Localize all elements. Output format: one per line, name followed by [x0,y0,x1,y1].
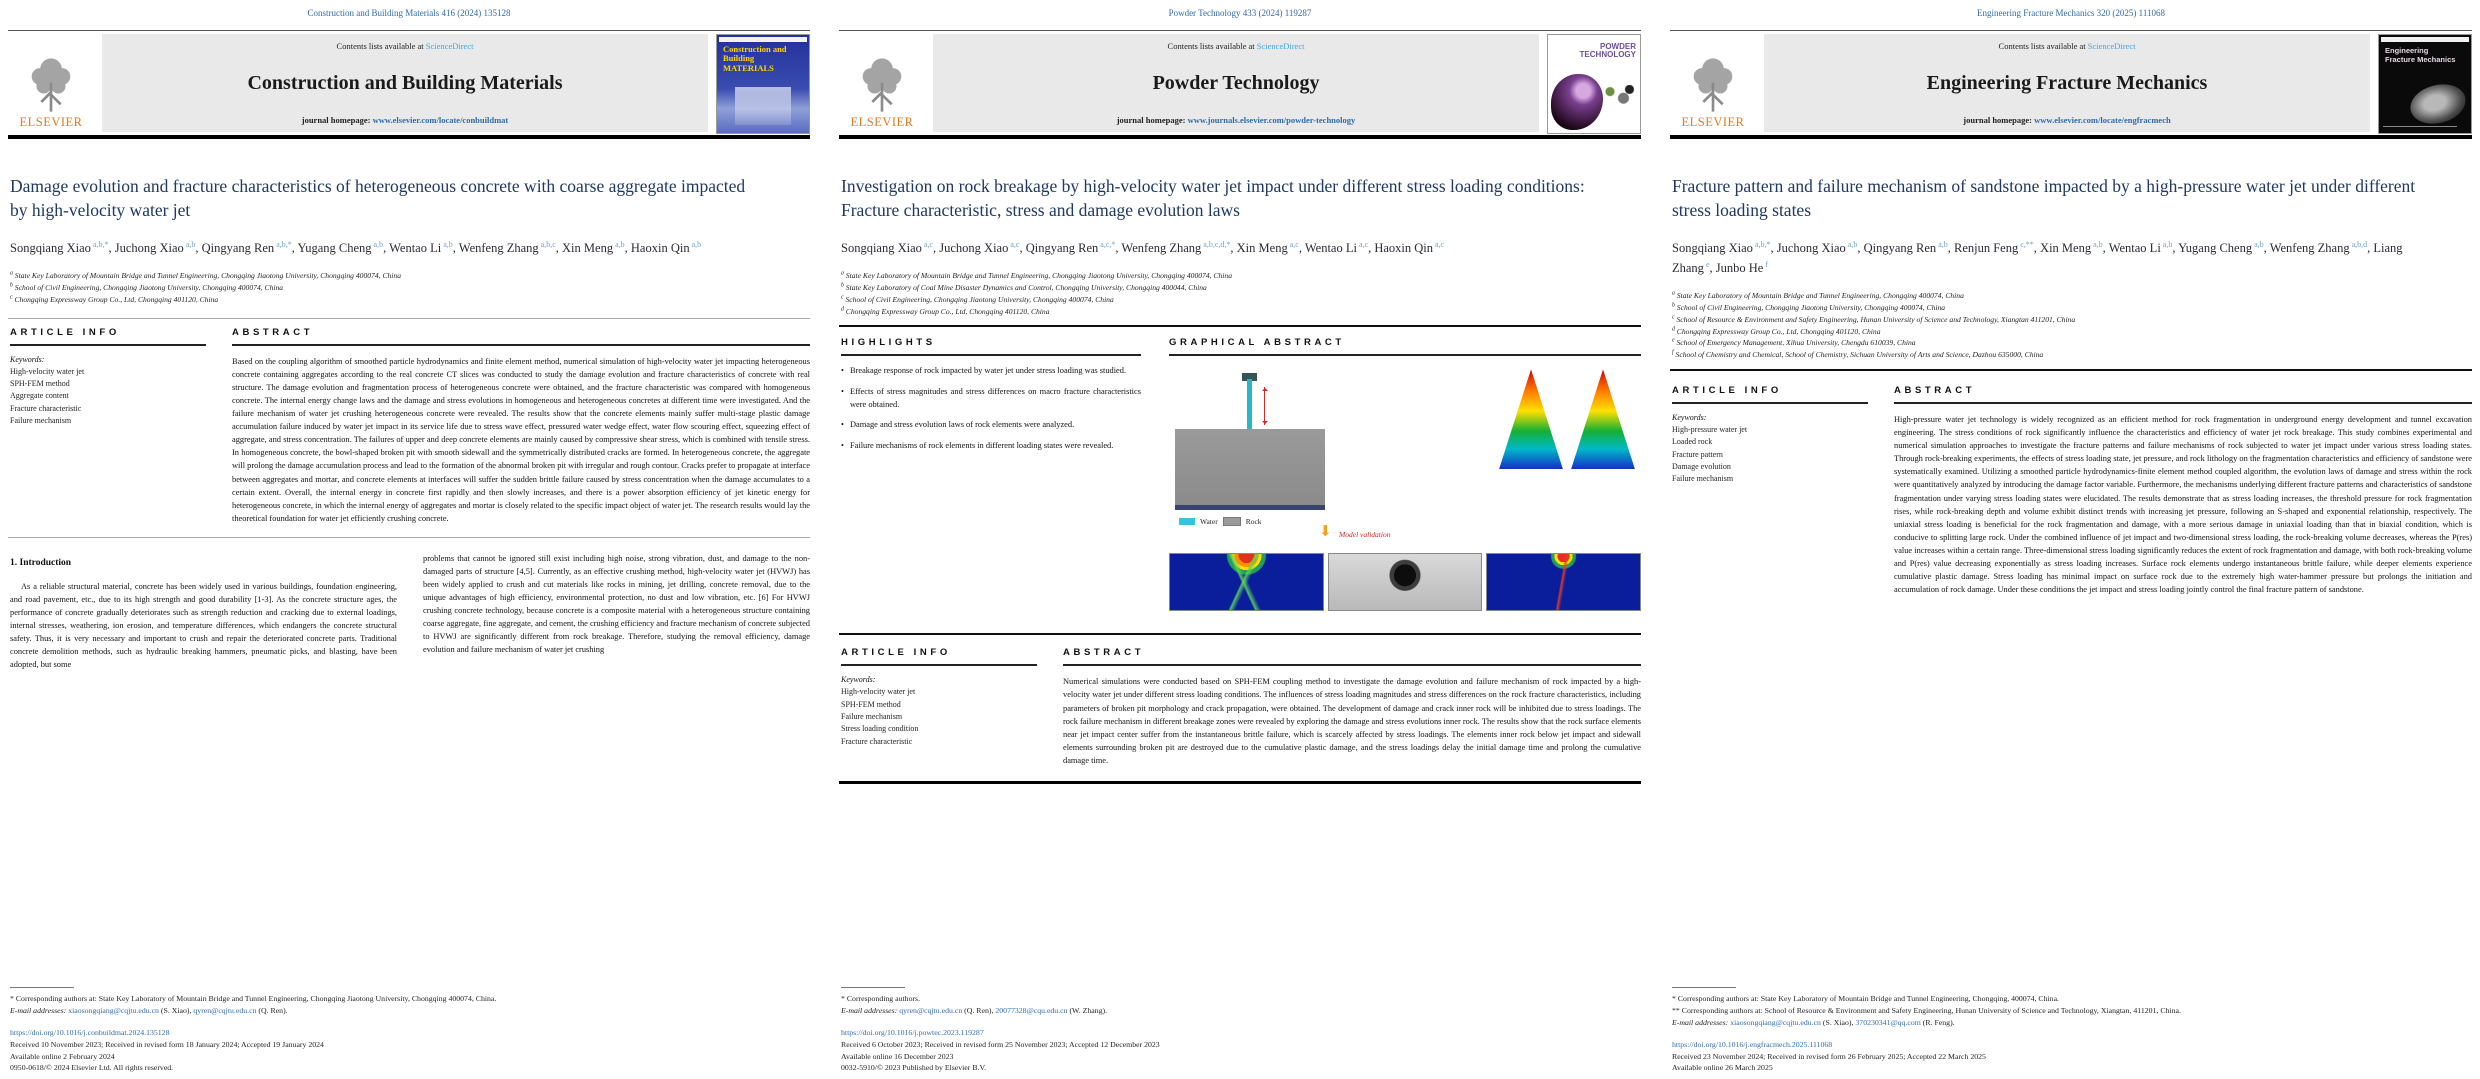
footnote-rule [841,987,905,988]
affiliation-list [1672,290,2460,361]
abstract-heading: ABSTRACT [1894,384,1976,396]
journal-title: Engineering Fracture Mechanics [1926,71,2208,94]
contents-text: Contents lists available at [1998,41,2086,51]
simulation-thumbnail [1169,553,1324,611]
author-affiliation-sup: a,b [371,240,384,250]
affiliation: $^d$ Chongqing Expressway Group Co., Ltd, Chongqing 401120, China [1672,326,1881,336]
email-link[interactable]: 370230341@qq.com [1855,1017,1921,1027]
page-footer [1672,987,2470,1074]
section-divider [8,537,810,538]
heading-rule [841,354,1141,356]
rock-swatch [1223,517,1241,526]
author-name: Haoxin Qin [1374,241,1433,256]
elsevier-wordmark: ELSEVIER [19,115,83,129]
journal-cover-thumbnail [2378,34,2472,134]
highlights-graphical-section [841,337,1641,625]
author-name: Songqiang Xiao [841,241,922,256]
author-name: Qingyang Ren [201,241,275,256]
cover-artwork [1551,74,1603,130]
footnote-text: (Q. Ren). [256,1006,288,1016]
author-list: Songqiang Xiao $^{a,c}$, Juchong Xiao $^{a,c}$, Qingyang Ren $^{a,c,*}$, Wenfeng Zhang $^{a,b,c,d,*}$, Xin Meng $^{a,c}$, Wentao Li $^{a,c}$, Haoxin Qin $^{a,c}$ [841,240,1445,256]
author-affiliation-sup: a,c,* [1098,240,1116,250]
elsevier-logo [8,34,94,132]
heading-rule [841,664,1037,666]
keywords-list [1672,424,1868,486]
keyword-item: Loaded rock [1672,437,1713,447]
author-name: Yugang Cheng [297,241,372,256]
author-name: Xin Meng [562,241,614,256]
author-affiliation-sup: a,b [613,240,625,250]
affiliation: $^d$ Chongqing Expressway Group Co., Ltd, Chongqing 401120, China [841,306,1050,316]
footnote-text: (Q. Ren), [962,1006,996,1016]
highlight-item: • Breakage response of rock impacted by water jet under stress loading was studied. [841,365,1141,378]
graphical-abstract-heading: GRAPHICAL ABSTRACT [1169,337,1345,349]
cover-topbar [719,37,807,42]
article-info-heading: ARTICLE INFO [841,647,951,659]
elsevier-tree-icon [1687,56,1739,114]
author-name: Songqiang Xiao [10,241,91,256]
header-divider [8,135,810,139]
jet-dimension-arrow [1264,387,1265,425]
author-list: Songqiang Xiao $^{a,b,*}$, Juchong Xiao $^{a,b}$, Qingyang Ren $^{a,b}$, Renjun Feng $^{c,**}$, Xin Meng $^{a,b}$, Wentao Li $^{a,b}$, Yugang Cheng $^{a,b}$, Wenfeng Zhang $^{a,b,d}$, Liang Zhang $^e$, Junbo He $^f$ [1672,240,2403,276]
author-affiliation-sup: a,c [1008,240,1020,250]
cover-artwork [1604,85,1634,107]
article-info-heading: ARTICLE INFO [1672,384,1782,396]
author-name: Wenfeng Zhang [2269,241,2350,256]
header-divider [1670,135,2472,139]
affiliation: $^a$ State Key Laboratory of Mountain Bridge and Tunnel Engineering, Chongqing 400074, China [1672,290,1964,301]
article-info-heading: ARTICLE INFO [10,326,120,338]
cover-title: POWDER TECHNOLOGY [1579,42,1636,60]
keyword-item: Stress loading condition [841,724,919,734]
contents-line [937,41,1535,51]
elsevier-logo [839,34,925,132]
journal-cover-thumbnail [716,34,810,134]
paper-page-1 [0,0,818,1079]
affiliation: $^b$ School of Civil Engineering, Chongqing Jiaotong University, Chongqing 400074, China [1672,302,1946,313]
article-title: Fracture pattern and failure mechanism of sandstone impacted by a high-pressure water jet under different stress loading states [1672,176,2416,220]
doi-link[interactable]: https://doi.org/10.1016/j.engfracmech.2025.111068 [1672,1039,1833,1049]
article-info-column [841,647,1037,767]
journal-title: Construction and Building Materials [247,71,563,94]
footnote-rule [10,987,74,988]
author-affiliation-sup: a,c [1356,240,1369,250]
homepage-line [106,115,704,125]
elsevier-wordmark: ELSEVIER [850,115,914,129]
homepage-label: journal homepage: [1963,115,2032,125]
author-name: Wenfeng Zhang [458,241,539,256]
author-name: Wentao Li [1304,241,1357,256]
footnote-line [1672,1017,2470,1029]
author-name: Qingyang Ren [1863,241,1937,256]
footnote-text: (S. Xiao), [1820,1017,1856,1027]
footnote-text: * Corresponding authors at: State Key Laboratory of Mountain Bridge and Tunnel Engineering, Chongqing Jiaotong University, Chongqing 400074, China. [10,994,497,1004]
highlights-heading: HIGHLIGHTS [841,337,936,349]
footnote-text: E-mail addresses: [10,1006,69,1016]
section-divider [839,633,1641,635]
author-name: Junbo He [1715,261,1764,276]
author-name: Wentao Li [389,241,442,256]
journal-banner [933,34,1539,132]
journal-title: Powder Technology [1152,71,1320,94]
result-thumbnails [1169,553,1641,611]
affiliation-list [841,270,1629,317]
footnote-text: ** Corresponding authors at: School of Resource & Environment and Safety Engineering, Hunan University of Science and Technology, Xiangtan, 411201, China. [1672,1005,2181,1015]
keywords-label: Keywords: [841,675,876,685]
author-name: Juchong Xiao [939,241,1009,256]
author-affiliation-sup: a,b,c,d,* [1201,240,1231,250]
author-name: Xin Meng [1236,241,1288,256]
footnote-text: E-mail addresses: [1672,1017,1731,1027]
section-divider [1670,369,2472,371]
info-abstract-section [1672,385,2472,597]
footnote-text: E-mail addresses: [841,1006,900,1016]
rock-label: Rock [1245,517,1262,527]
author-affiliation-sup: a,b [183,240,196,250]
author-affiliation-sup: a,b,c [538,240,556,250]
footnote-line [1672,1005,2470,1017]
elsevier-wordmark: ELSEVIER [1681,115,1745,129]
abstract-column [232,327,810,525]
affiliation-list [10,270,798,305]
intro-text: As a reliable structural material, concrete has been widely used in various buildings, foundation engineering, and road pavement, etc., due to its high strength and good durability [1-3]. As the concrete structure ages, the performance of concrete gradually deteriorates such as strength reduction and cracking due to external loadings, internal stresses, weathering, ion erosion, and temperature differences, which endangers the concrete structural safety. Thus, it is very necessary and important to crush and repair the deteriorated concrete parts. Traditional concrete demolition methods, such as hydraulic breaking hammers, pneumatic picks, and blasting, have been adopted, but some [10,581,397,670]
email-link[interactable]: 20077328@cqu.edu.cn [995,1006,1068,1016]
page-footer [10,987,808,1074]
info-abstract-section [10,327,810,525]
footnote-text: (W. Zhang). [1067,1006,1108,1016]
sciencedirect-link[interactable]: ScienceDirect [1256,41,1305,51]
highlights-list [841,365,1141,452]
intro-text: problems that cannot be ignored still exist including high noise, strong vibration, dust, and damage to the non-damaged parts of structure [4,5]. Currently, as an effective crushing method, high-velocity water jet (HVWJ) has been widely applied to crush and cut materials like rocks in mining, jet drilling, concrete removal, due to the unique advantages of high efficiency, environmental protection, no dust and low vibration, etc. [6] For HVWJ crushing concrete technology, because concrete is a composite material with a heterogeneous structure containing coarse aggregate, fine aggregate, and cement, the crushing efficiency and fracture mechanism of concrete subjected to HVWJ are significantly different from rock breakage. Therefore, studying the removal efficiency, damage evolution and failure mechanism of water jet crushing [423,553,810,655]
keywords-list [10,366,206,428]
homepage-link[interactable]: www.elsevier.com/locate/conbuildmat [372,115,509,125]
author-affiliation-sup: f [1763,260,1768,270]
intro-left-column [10,552,397,814]
introduction-section [10,552,810,814]
article-title: Damage evolution and fracture characteristics of heterogeneous concrete with coarse aggregate impacted by high-velocity water jet [10,176,746,220]
issn-line: 0950-0618/© 2024 Elsevier Ltd. All rights reserved. [10,1063,174,1073]
page-footer [841,987,1639,1074]
author-name: Renjun Feng [1954,241,2019,256]
homepage-link[interactable]: www.elsevier.com/locate/engfracmech [2034,115,2171,125]
abstract-heading: ABSTRACT [232,326,314,338]
heading-rule [1672,402,1868,404]
paper-page-3 [1662,0,2480,1079]
author-affiliation-sup: a,b [2160,240,2173,250]
abstract-column [1063,647,1641,767]
author-affiliation-sup: a,b,d [2349,240,2368,250]
contents-line [1768,41,2366,51]
ct-image-thumbnail [1328,553,1483,611]
journal-banner [102,34,708,132]
simulation-thumbnail [1486,553,1641,611]
elsevier-tree-icon [25,56,77,114]
author-affiliation-sup: a,b [689,240,702,250]
homepage-line [937,115,1535,125]
author-affiliation-sup: a,b [1936,240,1948,250]
footnote-text: (S. Xiao), [158,1006,194,1016]
heading-rule [10,344,206,346]
water-label: Water [1200,517,1218,527]
affiliation: $^c$ School of Resource & Environment and Safety Engineering, Hunan University of Science and Technology, Xiangtan 411201, China [1672,314,2076,324]
cover-artwork [735,87,791,125]
keywords-label: Keywords: [1672,412,1707,422]
section-end-rule [839,781,1641,784]
affiliation: $^b$ School of Civil Engineering, Chongqing Jiaotong University, Chongqing 400074, China [10,282,284,293]
author-affiliation-sup: a,b,* [274,240,292,250]
author-affiliation-sup: c,** [2018,240,2034,250]
article-title: Investigation on rock breakage by high-velocity water jet impact under different stress loading conditions: Fracture characteristic, stress and damage evolution laws [841,176,1585,220]
highlight-item: • Failure mechanisms of rock elements in different loading states were revealed. [841,440,1141,453]
article-info-column [10,327,206,525]
affiliation: $^a$ State Key Laboratory of Mountain Bridge and Tunnel Engineering, Chongqing Jiaotong University, Chongqing 400074, China [10,270,402,281]
author-name: Liang Zhang [1672,241,2403,276]
author-name: Xin Meng [2040,241,2092,256]
available-line: Available online 16 December 2023 [841,1051,954,1061]
rock-block-graphic [1175,429,1325,510]
keywords-list [841,686,1037,748]
highlight-item: • Damage and stress evolution laws of rock elements were analyzed. [841,419,1141,432]
author-name: Wentao Li [2108,241,2161,256]
paper-page-2 [831,0,1649,1079]
stress-contour-plot [1571,369,1635,469]
footnote-lines [1672,993,2470,1029]
cover-artwork [2383,126,2457,127]
doi-link[interactable]: https://doi.org/10.1016/j.powtec.2023.119287 [841,1028,984,1038]
keyword-item: Fracture characteristic [841,736,913,746]
author-name: Songqiang Xiao [1672,241,1753,256]
keyword-item: Failure mechanism [841,712,903,722]
available-line: Available online 2 February 2024 [10,1051,115,1061]
affiliation: $^c$ Chongqing Expressway Group Co., Ltd, Chongqing 401120, China [10,294,219,304]
contents-text: Contents lists available at [1167,41,1255,51]
journal-citation: Powder Technology 433 (2024) 119287 [1168,8,1312,18]
email-link[interactable]: qyren@cqjtu.edu.cn [899,1006,963,1016]
sciencedirect-link[interactable]: ScienceDirect [2087,41,2136,51]
contents-line [106,41,704,51]
author-name: Haoxin Qin [630,241,690,256]
heading-rule [1063,664,1641,666]
keyword-item: Damage evolution [1672,462,1731,472]
available-line: Available online 26 March 2025 [1672,1063,1773,1073]
author-name: Juchong Xiao [1776,241,1846,256]
keyword-item: High-velocity water jet [10,366,85,376]
author-affiliation-sup: a,b [441,240,453,250]
info-abstract-section [841,647,1641,767]
author-affiliation-sup: a,b [2252,240,2264,250]
email-link[interactable]: xiaosongqiang@cqjtu.edu.cn [1730,1017,1821,1027]
contents-text: Contents lists available at [336,41,424,51]
footnote-line [841,1005,1639,1017]
author-affiliation-sup: a,c [1433,240,1445,250]
intro-right-column [423,552,810,814]
figure-legend [1179,517,1262,526]
cover-title: Engineering Fracture Mechanics [2385,46,2456,64]
affiliation: $^c$ School of Civil Engineering, Chongqing Jiaotong University, Chongqing 400074, China [841,294,1114,304]
journal-header [8,30,810,132]
footnote-text: * Corresponding authors. [841,994,921,1004]
footnote-text: (R. Feng). [1920,1017,1955,1027]
keyword-item: Fracture characteristic [10,403,82,413]
email-link[interactable]: xiaosongqiang@cqjtu.edu.cn [68,1006,159,1016]
section-divider [8,318,810,319]
journal-banner [1764,34,2370,132]
highlight-item: • Effects of stress magnitudes and stress differences on macro fracture characteristics were obtained. [841,386,1141,411]
issn-line: 0032-5910/© 2023 Published by Elsevier B.V. [841,1063,987,1073]
footnote-text: * Corresponding authors at: State Key Laboratory of Mountain Bridge and Tunnel Engineering, Chongqing, 400074, China. [1672,993,2059,1003]
publication-block [1672,1039,2470,1074]
journal-cover-thumbnail [1547,34,1641,134]
down-arrow-icon: ⬇ [1319,524,1332,541]
author-affiliation-sup: a,c [1287,240,1299,250]
affiliation: $^f$ School of Chemistry and Chemical, School of Chemistry, Sichuan University of Arts and Science, Dazhou 635000, China [1672,349,2044,360]
author-name: Juchong Xiao [114,241,184,256]
footnote-rule [1672,987,1736,988]
arrow-label: Model validation [1339,530,1391,540]
author-affiliation-sup: e [1703,260,1710,270]
footnote-line [10,1005,808,1017]
journal-citation: Engineering Fracture Mechanics 320 (2025) 111068 [1976,8,2166,18]
author-affiliation-sup: a,b [2091,240,2103,250]
received-line: Received 10 November 2023; Received in revised form 18 January 2024; Accepted 19 January 2024 [10,1039,324,1049]
water-jet-graphic [1247,379,1252,431]
graphical-abstract-column [1169,337,1641,625]
stress-contour-plot [1499,369,1563,469]
keyword-item: Failure mechanism [1672,474,1734,484]
email-link[interactable]: qyren@cqjtu.edu.cn [193,1006,257,1016]
keywords-label: Keywords: [10,354,45,364]
header-divider [839,135,1641,139]
footnote-line [1672,993,2470,1005]
affiliation: $^b$ State Key Laboratory of Coal Mine Disaster Dynamics and Control, Chongqing University, Chongqing 400044, China [841,282,1207,293]
elsevier-tree-icon [856,56,908,114]
cover-topbar [2381,37,2469,42]
author-list: Songqiang Xiao $^{a,b,*}$, Juchong Xiao $^{a,b}$, Qingyang Ren $^{a,b,*}$, Yugang Cheng $^{a,b}$, Wentao Li $^{a,b}$, Wenfeng Zhang $^{a,b,c}$, Xin Meng $^{a,b}$, Haoxin Qin $^{a,b}$ [10,240,702,256]
abstract-text: Numerical simulations were conducted based on SPH-FEM coupling method to investigate the damage evolution and failure mechanism of rock impacted by a high-velocity water jet under different stress loading conditions. The influences of stress loading magnitudes and stress differences on the rock fracture characteristics, including parameters of broken pit morphology and crack propagation, were obtained. The development of damage and crack inner rock will be inhibited due to stress loadings. The rock failure mechanism in different breakage zones were revealed by exploring the damage and stress evolutions inner rock. The results show that the rock surface elements near jet impact center suffer from the instantaneous brittle failure, which is scarcely affected by stress loadings. The elements inner rock below jet impact and sidewall elements surrounding broken pit are destroyed due to the cumulative plastic damage, and the stress loadings delay the initial damage time and prolong the cumulative damage time. [1063,677,1641,765]
keyword-item: SPH-FEM method [10,378,70,388]
keyword-item: High-pressure water jet [1672,424,1748,434]
homepage-line [1768,115,2366,125]
footnote-line [10,993,808,1005]
keyword-item: SPH-FEM method [841,699,901,709]
keyword-item: Aggregate content [10,391,69,401]
author-affiliation-sup: a,c [921,240,934,250]
abstract-text: High-pressure water jet technology is widely recognized as an efficient method for rock fragmentation in underground energy development and tunnel excavation engineering. The stress conditions of rock significantly influence the characteristics and efficiency of water jet rock breakage. This study combines experimental and numerical simulation approaches to investigate the fracture patterns and failure mechanisms of rock subjected to water jet impact under various stress loading states. Through rock-breaking experiments, the effects of stress loading state, jet pressure, and rock lithology on the fragmentation characteristics and efficiency of sandstone were systematically examined. Utilizing a smoothed particle hydrodynamics-finite element method coupled algorithm, the evolution laws of damage and stress within the rock were quantitatively analyzed by introducing the damage factor variable. Furthermore, the mechanisms underlying different fracture patterns and characteristics of sandstone fragmentation under varying stress loading states were elucidated. The results demonstrate that as stress loading increases, the threshold pressure for rock fragmentation rises, while rock-breaking depth and volume exhibit distinct trends with increasing jet pressure, following an S-shaped and exponential relationship, respectively. The uniaxial stress loading is beneficial for the rock fragmentation and damage, with a more serious damage in uniaxial loading than that in biaxial condition, which is conducive to splitting large rock. Under the combined influence of jet impact and two-dimensional stress loading, the rock-breaking volume decreases, whereas the P(res) value increases within a certain range. Three-dimensional stress loading significantly reduces the extent of rock fragmentation and damage, with both rock-breaking volume and P(res) value decreasing exponentially as stress loading increases. Surface rock elements undergo instantaneous brittle failure, while deeper elements experience cumulative plastic damage. Stress loading has minimal impact on surface rock due to the extremely high water-hammer pressure but prolongs the initiation and accumulation of rock damage. Under these conditions the jet impact and stress loading jointly control the final fracture pattern of sandstone. [1894,414,2472,595]
heading-rule [232,344,810,346]
cover-title: Construction and Building MATERIALS [723,44,787,73]
homepage-label: journal homepage: [301,115,371,125]
cover-artwork [2406,79,2470,129]
publication-block [10,1027,808,1074]
journal-citation: Construction and Building Materials 416 (2024) 135128 [307,8,511,18]
homepage-label: journal homepage: [1116,115,1186,125]
footnote-lines [10,993,808,1017]
article-info-column [1672,385,1868,597]
elsevier-logo [1670,34,1756,132]
abstract-heading: ABSTRACT [1063,647,1145,659]
journal-header [1670,30,2472,132]
abstract-column [1894,385,2472,597]
author-name: Wenfeng Zhang [1121,241,1202,256]
received-line: Received 23 November 2024; Received in revised form 26 February 2025; Accepted 22 March 2025 [1672,1051,1986,1061]
section-divider [839,325,1641,327]
received-line: Received 6 October 2023; Received in revised form 25 November 2023; Accepted 12 December 2023 [841,1039,1160,1049]
author-affiliation-sup: a,b,* [90,240,109,250]
author-name: Qingyang Ren [1025,241,1099,256]
doi-link[interactable]: https://doi.org/10.1016/j.conbuildmat.2024.135128 [10,1028,170,1038]
footnote-line [841,993,1639,1005]
intro-heading: 1. Introduction [10,557,72,568]
graphical-abstract-figure [1169,365,1641,617]
author-affiliation-sup: a,b [1845,240,1858,250]
journal-header [839,30,1641,132]
footnote-lines [841,993,1639,1017]
author-affiliation-sup: a,b,* [1752,240,1771,250]
publication-block [841,1027,1639,1074]
abstract-text: Based on the coupling algorithm of smoothed particle hydrodynamics and finite element method, numerical simulation of high-velocity water jet impacting heterogeneous concrete containing aggregates according to the real concrete CT slices was conducted to study the damage evolution and fracture characteristics of concrete with real structure. The damage evolution and fragmentation process of heterogeneous concrete were obtained, and the fracture characteristic was compared with homogeneous concrete. The internal energy change laws and the damage and stress evolutions in homogeneous and heterogeneous concretes at different time were investigated. And the failure mechanism of water jet crushing heterogeneous concrete were revealed. The results show that the concrete elements mainly suffer multi-stage plastic damage accumulation failure induced by water jet impact in its service life due to stress wave effect, pressured water wedge effect, water flow scouring effect, squeezing effect of aggregate, and stress concentration. The failures of upper and deep concrete elements are mainly caused by compressive shear stress, which is combined with tensile stress. In homogeneous concrete, the bowl-shaped broken pit with smooth sidewall and the symmetrically distributed cracks are formed. In heterogeneous concrete, the aggregate will prolong the damage accumulation process and lead to the formation of the abnormal broken pit with irregular and rough contour. Cracks prefer to propagate at interface between aggregates and mortar, and concrete elements at interfaces will suffer the sudden brittle failure caused by stress concentration when the damage accumulates to a certain extent. Overall, the internal energy in concrete first rapidly and then slowly increases, and there is a power absorption efficiency of jet kinetic energy for heterogeneous concrete, in which the internal energy of aggregates and mortar is closely related to the specific impact object of water jet. The research results would lay the theoretical foundation for water jet efficiently crushing concrete. [232,356,810,523]
water-swatch [1179,518,1195,525]
heading-rule [1169,354,1641,356]
keyword-item: High-velocity water jet [841,687,916,697]
keyword-item: Failure mechanism [10,416,72,426]
heading-rule [1894,402,2472,404]
affiliation: $^a$ State Key Laboratory of Mountain Bridge and Tunnel Engineering, Chongqing Jiaotong University, Chongqing 400074, China [841,270,1233,281]
highlights-column [841,337,1141,625]
author-name: Yugang Cheng [2178,241,2253,256]
affiliation: $^e$ School of Emergency Management, Xihua University, Chengdu 610039, China [1672,337,1916,348]
homepage-link[interactable]: www.journals.elsevier.com/powder-technology [1187,115,1356,125]
sciencedirect-link[interactable]: ScienceDirect [425,41,474,51]
keyword-item: Fracture pattern [1672,449,1723,459]
